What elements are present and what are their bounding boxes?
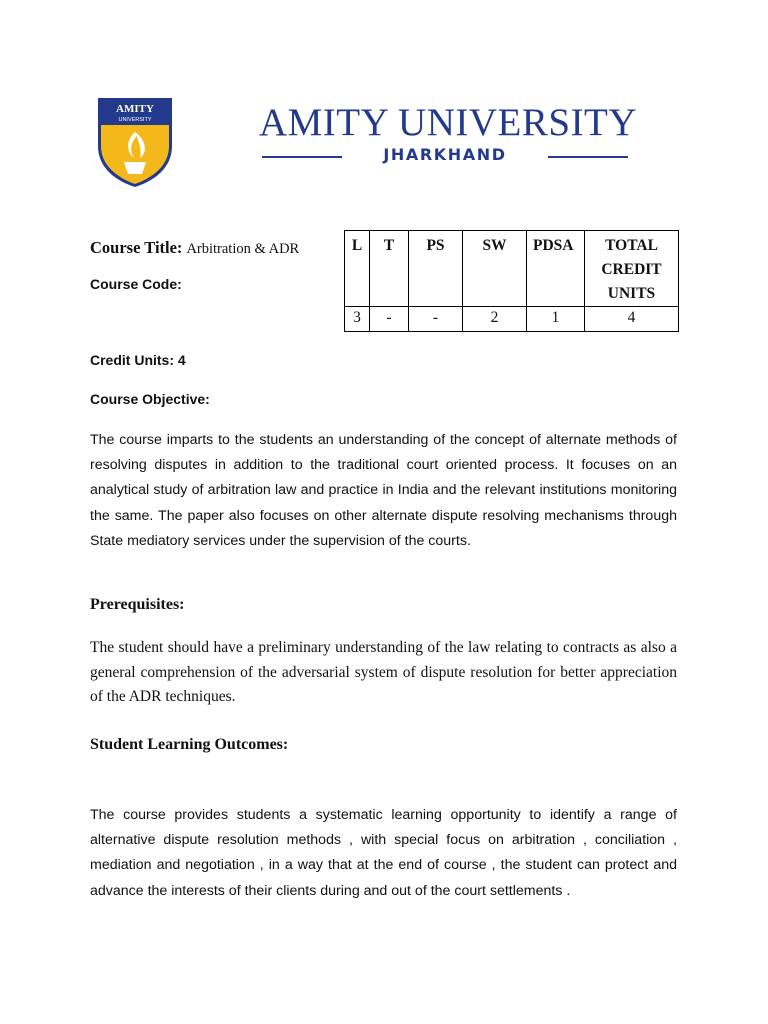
value-cell-pdsa: 1: [527, 307, 585, 332]
value-cell-t: -: [370, 307, 409, 332]
header-cell-pdsa: PDSA: [527, 231, 585, 307]
course-code-label: Course Code:: [90, 276, 182, 292]
value-cell-total: 4: [585, 307, 679, 332]
outcomes-heading: Student Learning Outcomes:: [90, 736, 289, 753]
divider-left: [262, 156, 342, 158]
svg-text:UNIVERSITY: UNIVERSITY: [118, 117, 152, 123]
outcomes-text: The course provides students a systematic learning opportunity to identify a range of alternative dispute resolution methods , with special focus on arbitration , conciliation , mediation and negotiation , in a way that at the end of course , the student can protect and advance the interests of their clients during and out of the court settlements .: [90, 807, 677, 899]
divider-right: [548, 156, 628, 158]
header-cell-sw: SW: [463, 231, 527, 307]
course-title-label: Course Title:: [90, 238, 183, 257]
prerequisites-text: The student should have a preliminary understanding of the law relating to contracts as also a general comprehension of the adversarial system of dispute resolution for better appreciation of the ADR techniques.: [90, 639, 677, 705]
value-cell-ps: -: [409, 307, 463, 332]
university-name: AMITY UNIVERSITY: [258, 101, 638, 144]
university-logo: [96, 96, 174, 188]
campus-line: [262, 146, 628, 166]
objective-heading: Course Objective:: [90, 391, 210, 407]
header-cell-ps: PS: [409, 231, 463, 307]
header-cell-total: TOTAL CREDIT UNITS: [585, 231, 679, 307]
credit-units: Credit Units: 4: [90, 352, 186, 368]
credit-table: [344, 230, 679, 332]
course-title: [90, 238, 299, 258]
credit-table-header-row: [345, 231, 679, 307]
value-cell-sw: 2: [463, 307, 527, 332]
objective-text: The course imparts to the students an understanding of the concept of alternate methods of resolving disputes in addition to the traditional court oriented process. It focuses on an analytical study of arbitration law and practice in India and the relevant institutions monitoring the same. The paper also focuses on other alternate dispute resolving mechanisms through State mediatory services under the supervision of the courts.: [90, 432, 677, 549]
prerequisites-heading: Prerequisites:: [90, 596, 185, 613]
credit-table-value-row: [345, 307, 679, 332]
value-cell-l: 3: [345, 307, 370, 332]
campus-name: JHARKHAND: [383, 145, 507, 164]
svg-text:AMITY: AMITY: [116, 103, 154, 115]
course-title-value: Arbitration & ADR: [186, 241, 300, 257]
header-cell-l: L: [345, 231, 370, 307]
header-cell-t: T: [370, 231, 409, 307]
